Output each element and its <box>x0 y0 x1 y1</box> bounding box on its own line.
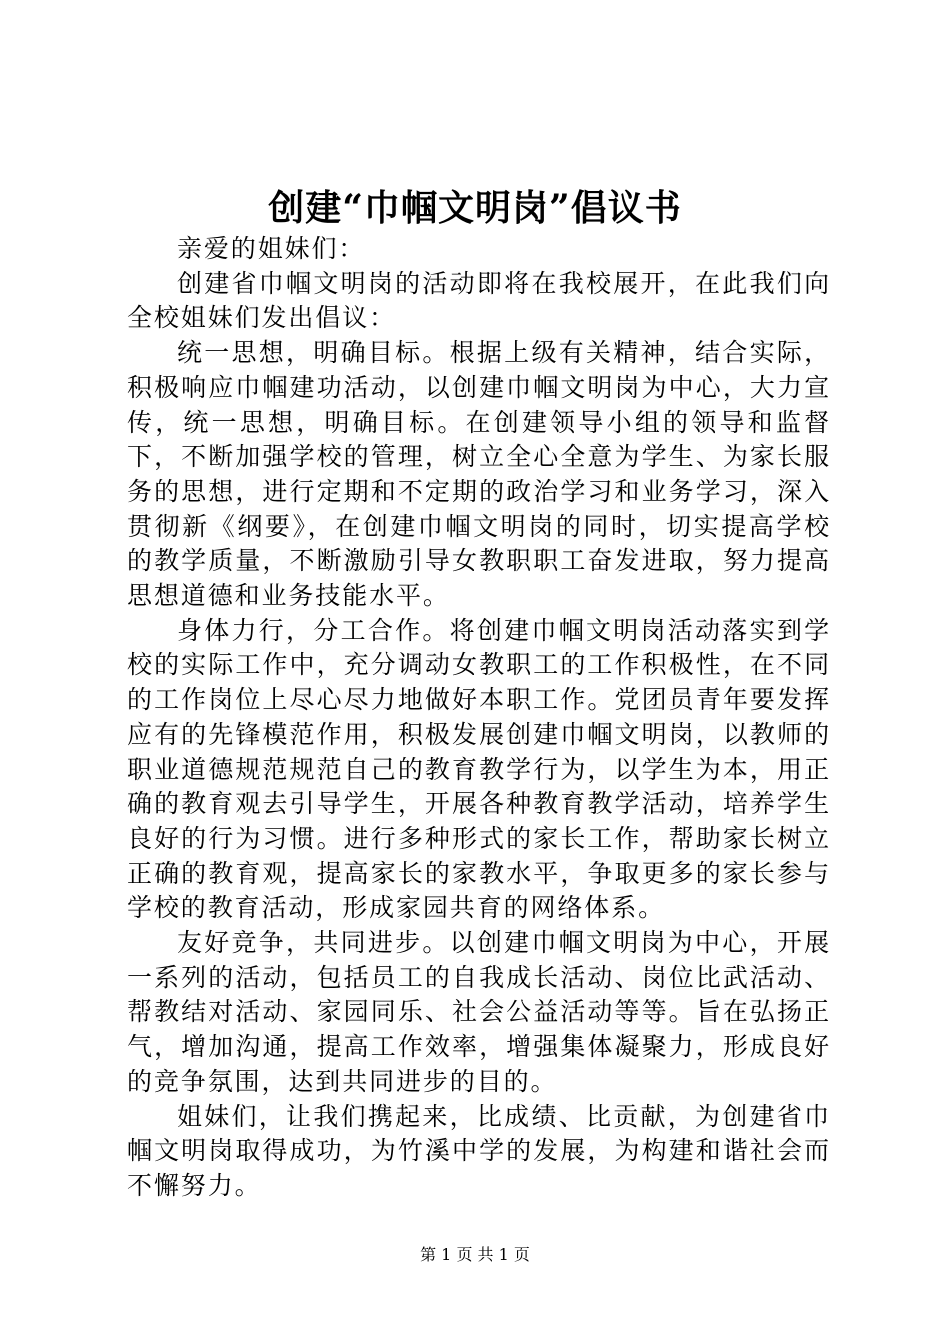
document-title: 创建“巾帼文明岗”倡议书 <box>268 187 682 229</box>
paragraph-friendly-competition: 友好竞争，共同进步。以创建巾帼文明岗为中心，开展一系列的活动，包括员工的自我成长活动、岗位比武活动、帮教结对活动、家园同乐、社会公益活动等等。旨在弘扬正气，增加沟通，提高工作效率，增强集体凝聚力，形成良好的竞争氛围，达到共同进步的目的。 <box>127 928 831 1096</box>
paragraph-unify-thinking: 统一思想，明确目标。根据上级有关精神，结合实际，积极响应巾帼建功活动，以创建巾帼文明岗为中心，大力宣传，统一思想，明确目标。在创建领导小组的领导和监督下，不断加强学校的管理，树立全心全意为学生、为家长服务的思想，进行定期和不定期的政治学习和业务学习，深入贯彻新《纲要》，在创建巾帼文明岗的同时，切实提高学校的教学质量，不断激励引导女教职职工奋发进取，努力提高思想道德和业务技能水平。 <box>127 338 831 611</box>
paragraph-division-of-work: 身体力行，分工合作。将创建巾帼文明岗活动落实到学校的实际工作中，充分调动女教职工的工作积极性，在不同的工作岗位上尽心尽力地做好本职工作。党团员青年要发挥应有的先锋模范作用，积极发展创建巾帼文明岗，以教师的职业道德规范规范自己的教育教学行为，以学生为本，用正确的教育观去引导学生，开展各种教育教学活动，培养学生良好的行为习惯。进行多种形式的家长工作，帮助家长树立正确的教育观，提高家长的家教水平，争取更多的家长参与学校的教育活动，形成家园共育的网络体系。 <box>127 615 831 923</box>
document-body <box>127 232 831 1204</box>
paragraph-closing: 姐妹们，让我们携起来，比成绩、比贡献，为创建省巾帼文明岗取得成功，为竹溪中学的发展，为构建和谐社会而不懈努力。 <box>127 1101 831 1200</box>
salutation: 亲爱的姐妹们： <box>177 234 366 263</box>
page-footer <box>0 1244 950 1266</box>
page-total: 共 1 页 <box>477 1245 530 1264</box>
page-number: 第 1 页 <box>420 1245 473 1264</box>
paragraph-intro: 创建省巾帼文明岗的活动即将在我校展开，在此我们向全校姐妹们发出倡议： <box>127 268 831 333</box>
